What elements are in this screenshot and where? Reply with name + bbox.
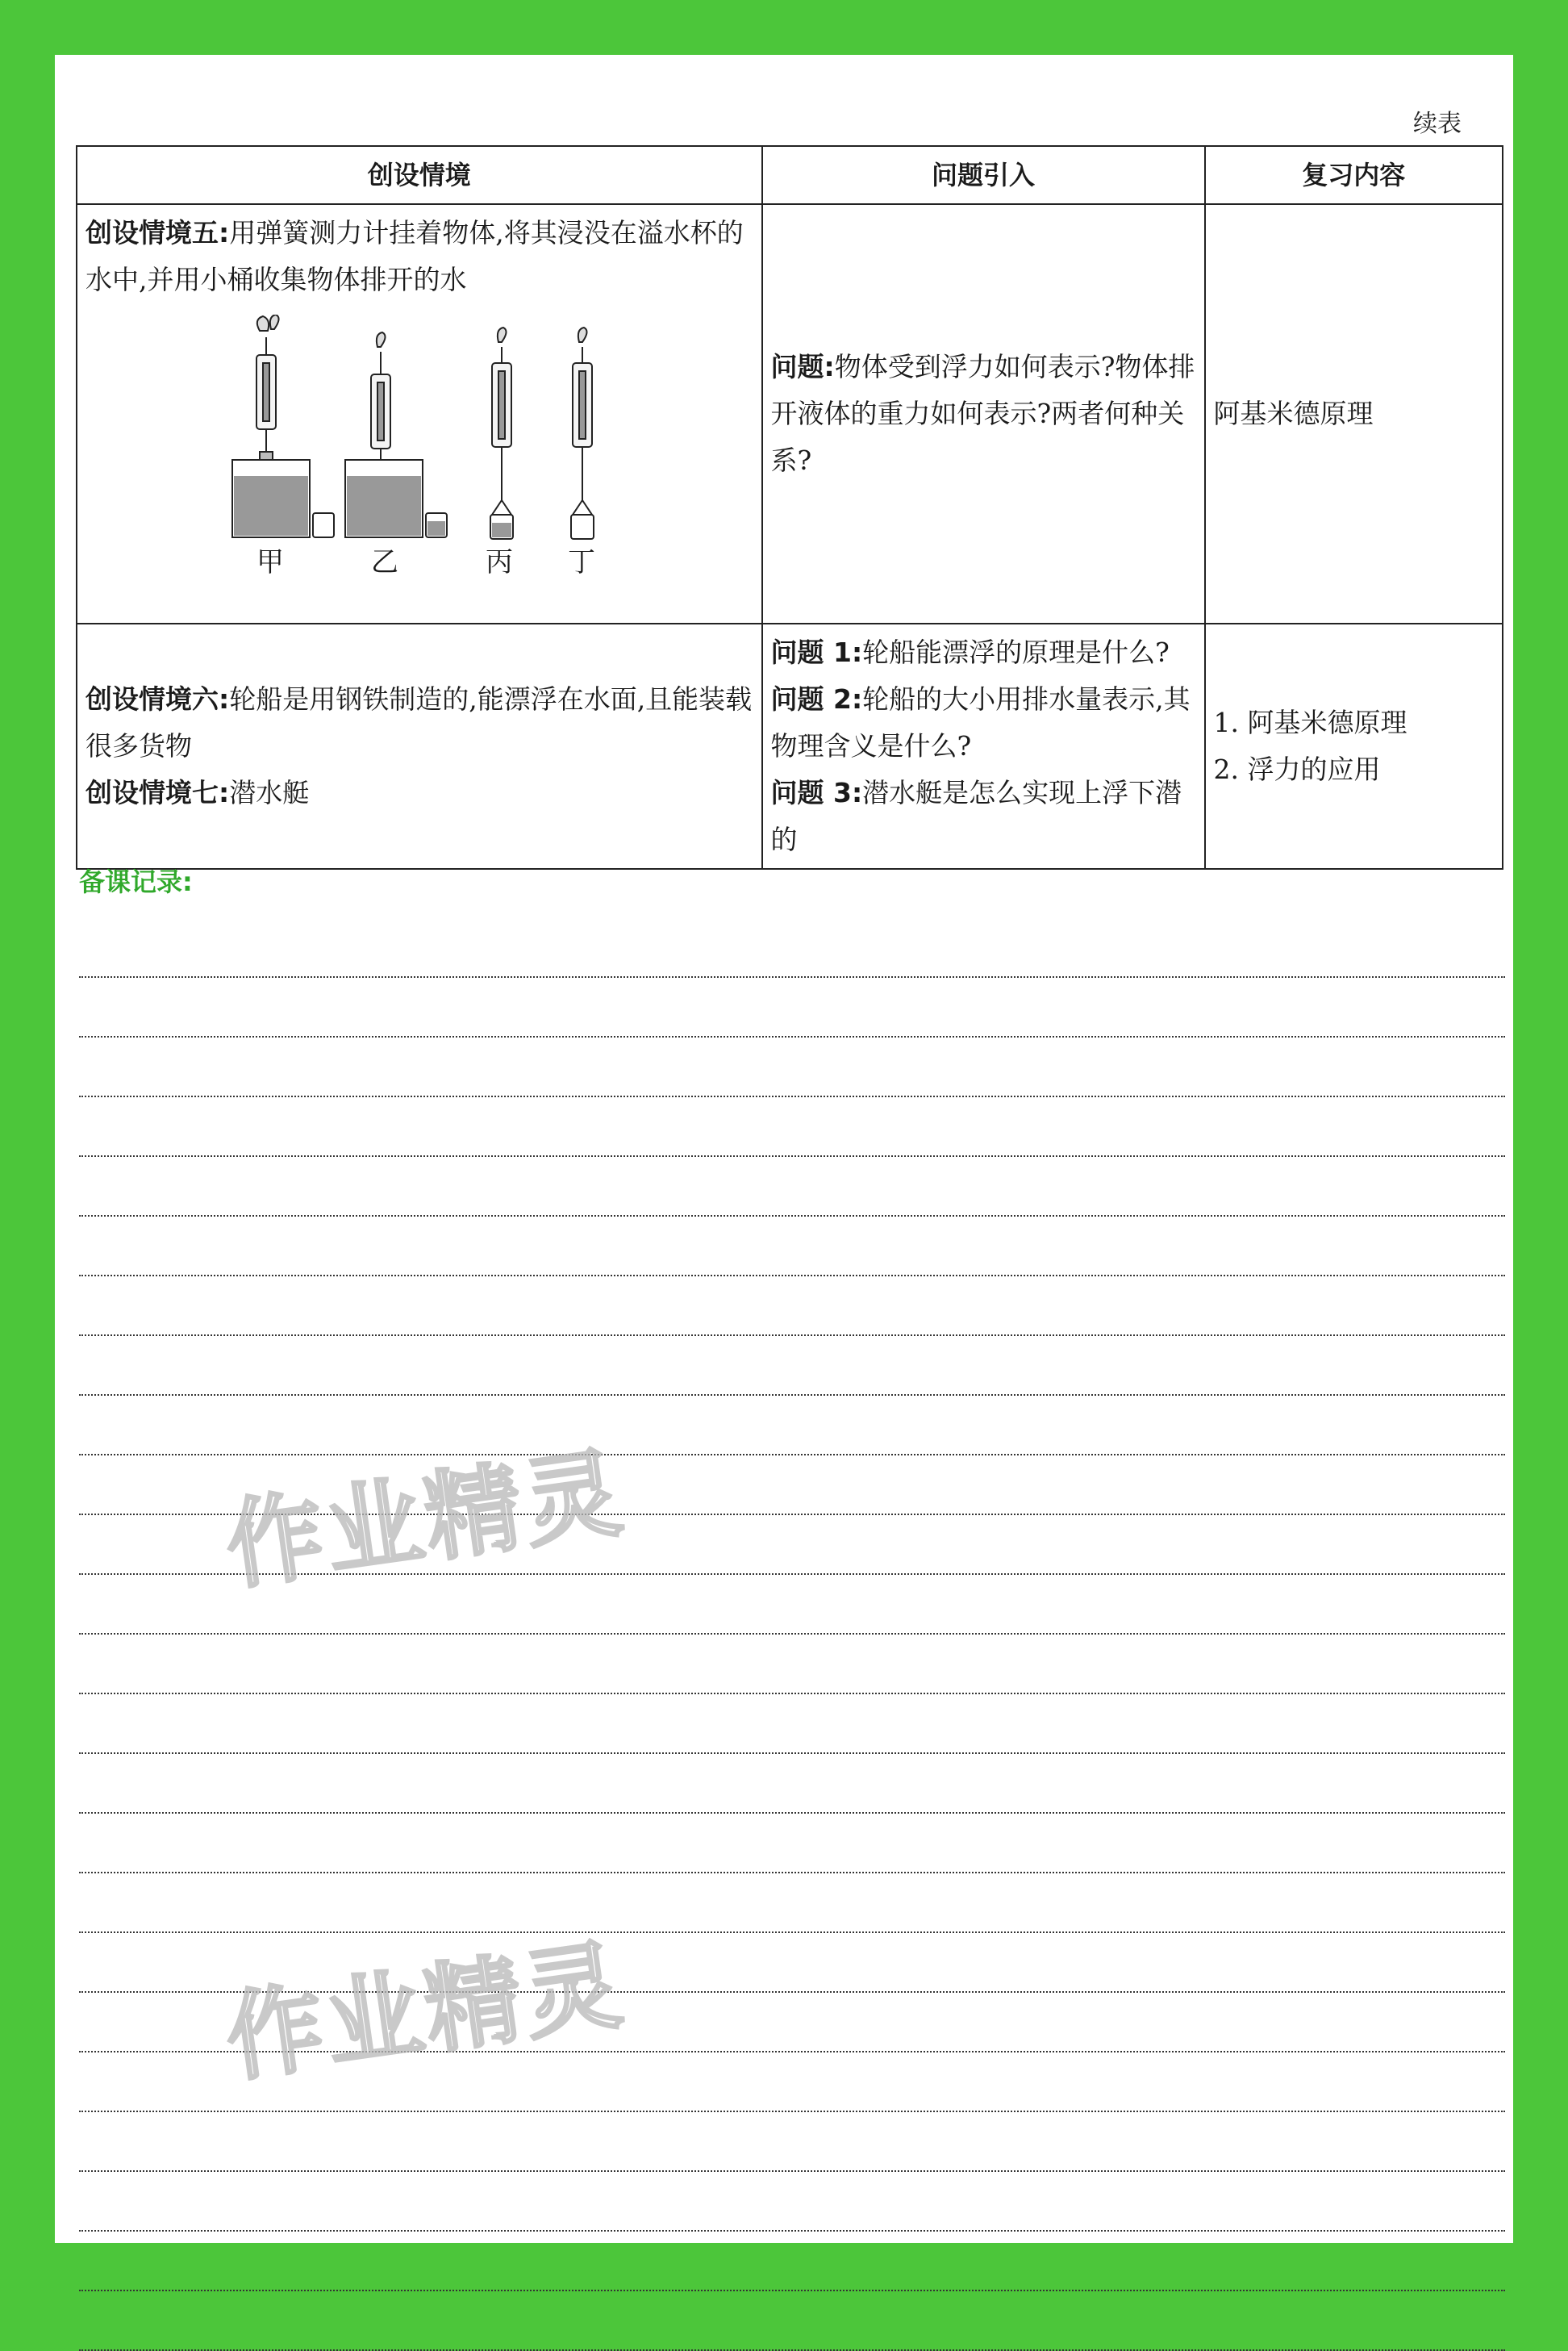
setup-bing	[490, 328, 513, 539]
note-line	[79, 1217, 1505, 1276]
header-question: 问题引入	[762, 146, 1205, 204]
question-cell-5	[762, 204, 1205, 624]
review-item-2: 2. 浮力的应用	[1213, 754, 1381, 785]
note-line	[79, 2232, 1505, 2291]
scene-7-description: 潜水艇	[229, 777, 310, 808]
question-5-text	[771, 344, 1196, 484]
scene-6-text	[85, 676, 753, 770]
spring-scale-figure	[227, 315, 679, 581]
setup-ding	[571, 328, 594, 539]
note-line	[79, 2172, 1505, 2232]
note-line	[79, 918, 1505, 978]
table-row	[77, 204, 1503, 624]
lesson-notes-title: 备课记录:	[79, 866, 193, 897]
question-1	[771, 629, 1196, 676]
question-2-label: 问题 2:	[770, 683, 863, 715]
note-line	[79, 1336, 1505, 1396]
scene-5-description: 用弹簧测力计挂着物体,将其浸没在溢水杯的水中,并用小桶收集物体排开的水	[85, 217, 744, 295]
note-line	[79, 1396, 1505, 1455]
note-line	[79, 1873, 1505, 1933]
question-cell-6-7	[762, 624, 1205, 869]
review-cell-5	[1205, 204, 1503, 624]
notes-ruled-lines[interactable]	[79, 918, 1505, 2351]
note-line	[79, 1097, 1505, 1157]
note-line	[79, 1754, 1505, 1814]
note-line	[79, 1157, 1505, 1217]
table-header-row	[77, 146, 1503, 204]
header-review: 复习内容	[1205, 146, 1503, 204]
continued-table-label: 续表	[1413, 110, 1462, 138]
scene-5-label: 创设情境五:	[85, 217, 230, 248]
review-cell-6-7	[1205, 624, 1503, 869]
question-3-text: 潜水艇是怎么实现上浮下潜的	[770, 777, 1182, 855]
scene-6-description: 轮船是用钢铁制造的,能漂浮在水面,且能装载很多货物	[85, 683, 753, 762]
table-row	[77, 624, 1503, 869]
review-archimedes: 阿基米德原理	[1213, 398, 1374, 429]
question-2-text: 轮船的大小用排水量表示,其物理含义是什么?	[770, 683, 1191, 762]
figure-label-ding: 丁	[568, 546, 595, 578]
scene-7-text	[85, 770, 753, 816]
question-2	[771, 676, 1196, 770]
note-line	[79, 1038, 1505, 1097]
scene-6-label: 创设情境六:	[85, 683, 230, 715]
experiment-illustration	[227, 315, 679, 557]
figure-label-yi: 乙	[371, 546, 398, 578]
review-item-1: 1. 阿基米德原理	[1213, 707, 1407, 738]
watermark-upper: 作业精灵	[219, 1437, 632, 1604]
question-label: 问题:	[770, 351, 835, 382]
note-line	[79, 1276, 1505, 1336]
question-3-label: 问题 3:	[770, 777, 863, 808]
scene-7-label: 创设情境七:	[85, 777, 230, 808]
note-line	[79, 1814, 1505, 1873]
lesson-table	[76, 145, 1503, 870]
worksheet-page	[55, 55, 1513, 2243]
question-3	[771, 770, 1196, 863]
question-1-label: 问题 1:	[770, 637, 863, 668]
question-1-text: 轮船能漂浮的原理是什么?	[862, 637, 1170, 668]
scene-5-text	[85, 210, 753, 303]
figure-label-jia: 甲	[256, 546, 284, 578]
note-line	[79, 2112, 1505, 2172]
note-line	[79, 978, 1505, 1038]
figure-label-bing: 丙	[486, 546, 513, 578]
note-line	[79, 1635, 1505, 1694]
watermark-lower: 作业精灵	[219, 1929, 632, 2096]
scene-cell-5	[77, 204, 762, 624]
note-line	[79, 1694, 1505, 1754]
setup-yi	[345, 332, 447, 537]
header-scene: 创设情境	[77, 146, 762, 204]
question-description: 物体受到浮力如何表示?物体排开液体的重力如何表示?两者何种关系?	[770, 351, 1195, 476]
setup-jia	[232, 315, 334, 537]
scene-cell-6-7	[77, 624, 762, 869]
note-line	[79, 2291, 1505, 2351]
